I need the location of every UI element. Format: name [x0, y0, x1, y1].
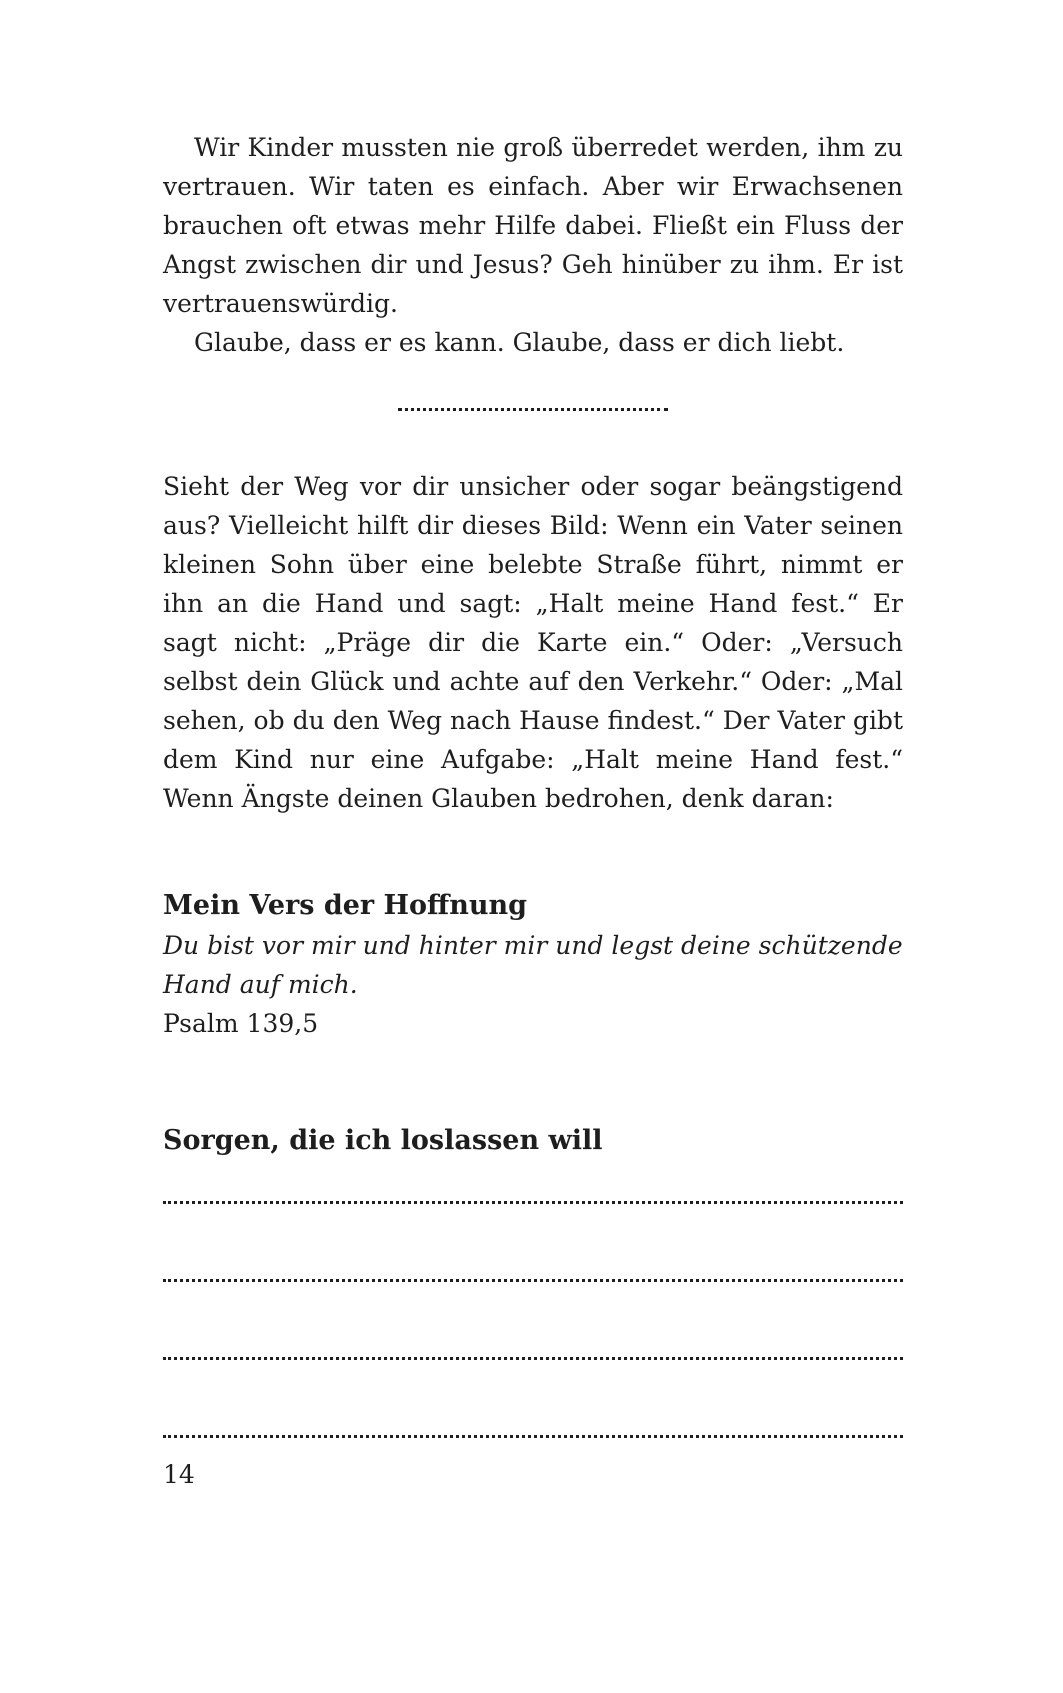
page-number: 14	[163, 1460, 195, 1489]
body-paragraph-2: Glaube, dass er es kann. Glaube, dass er dich liebt.	[194, 328, 845, 357]
writing-line-1[interactable]	[163, 1201, 903, 1204]
body-paragraph-3: Sieht der Weg vor dir unsicher oder sogar beängstigend aus? Vielleicht hilft dir dieses Bild: Wenn ein Vater seinen kleinen Sohn über eine belebte Straße führt, nimmt er ihn an die Hand und sagt: „Halt meine Hand fest.“ Er sagt nicht: „Präge dir die Karte ein.“ Oder: „Versuch selbst dein Glück und achte auf den Verkehr.“ Oder: „Mal sehen, ob du den Weg nach Hause findest.“ Der Vater gibt dem Kind nur eine Aufgabe: „Halt meine Hand fest.“ Wenn Ängste deinen Glauben bedrohen, denk daran:	[163, 472, 903, 813]
writing-line-4[interactable]	[163, 1435, 903, 1438]
writing-lines	[163, 1201, 903, 1438]
section-divider	[398, 408, 668, 411]
verse-heading: Mein Vers der Hoffnung	[163, 890, 527, 921]
writing-line-3[interactable]	[163, 1357, 903, 1360]
verse-text: Du bist vor mir und hinter mir und legst deine schützende Hand auf mich.	[163, 931, 903, 999]
body-paragraph-1: Wir Kinder mussten nie groß überredet werden, ihm zu vertrauen. Wir taten es einfach. Aber wir Erwachsenen brauchen oft etwas mehr Hilfe dabei. Fließt ein Fluss der Angst zwischen dir und Jesus? Geh hinüber zu ihm. Er ist vertrauenswürdig.	[163, 133, 903, 318]
writing-line-2[interactable]	[163, 1279, 903, 1282]
verse-reference: Psalm 139,5	[163, 1009, 319, 1038]
worries-heading: Sorgen, die ich loslassen will	[163, 1125, 603, 1156]
page-content	[163, 128, 903, 1513]
